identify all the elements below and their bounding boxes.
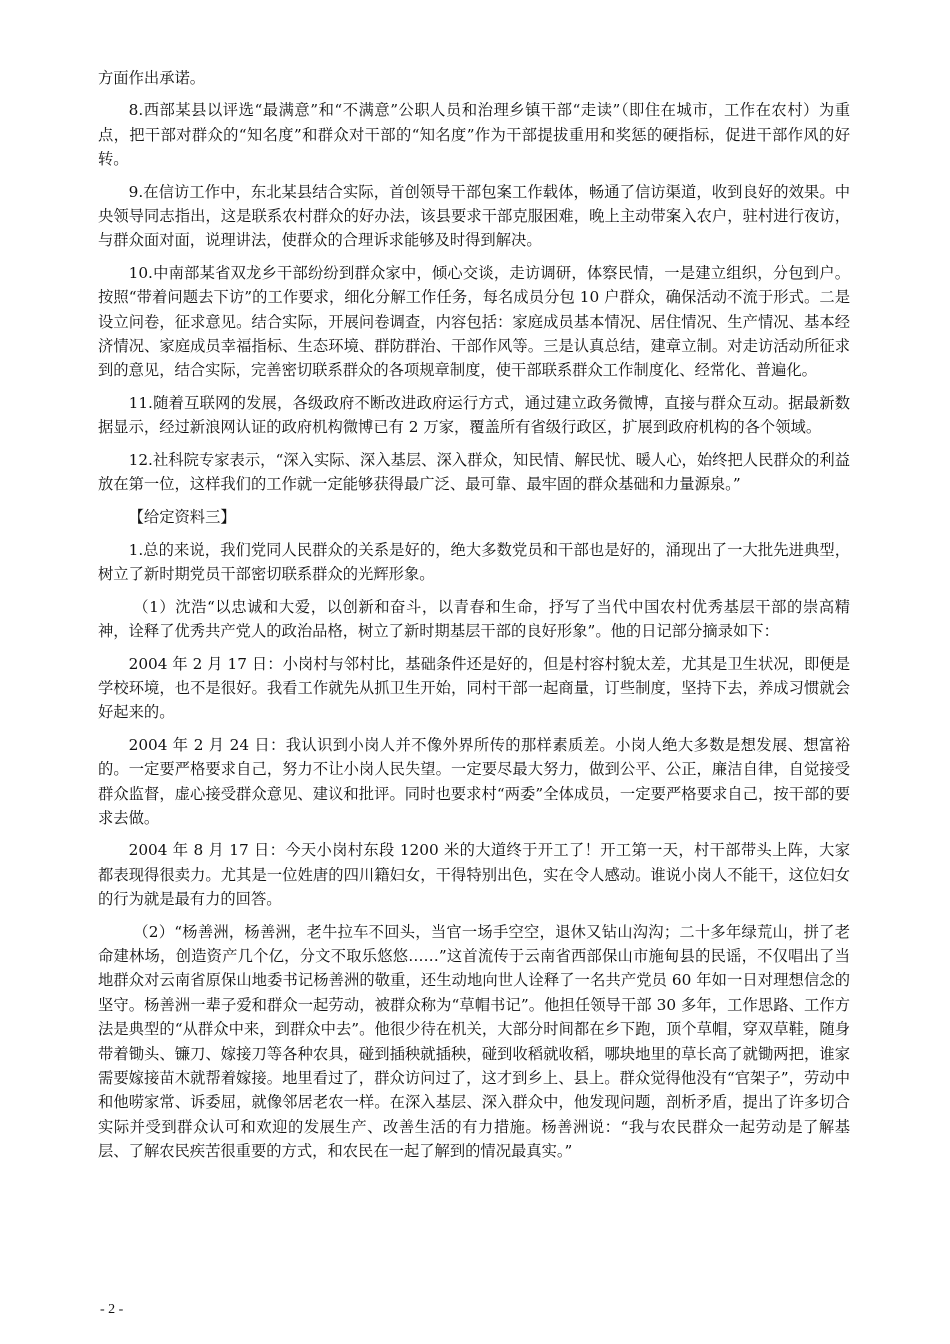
paragraph-item-8: 8.西部某县以评选“最满意”和“不满意”公职人员和治理乡镇干部“走读”（即住在城市，工作在农村）为重点，把干部对群众的“知名度”和群众对干部的“知名度”作为干部提拔重用和奖惩的硬指标，促进干部作风的好转。 (98, 101, 850, 169)
paragraph-shen-hao: （1）沈浩“以忠诚和大爱，以创新和奋斗，以青春和生命，抒写了当代中国农村优秀基层干部的崇高精神，诠释了优秀共产党人的政治品格，树立了新时期基层干部的良好形象”。他的日记部分摘录如下： (98, 597, 850, 641)
diary-entry-2004-08-17: 2004 年 8 月 17 日：今天小岗村东段 1200 米的大道终于开工了！开工第一天，村干部带头上阵，大家都表现得很卖力。尤其是一位姓唐的四川籍妇女，干得特别出色，实在令人感动。谁说小岗人不能干，这位妇女的行为就是最有力的回答。 (98, 841, 850, 909)
diary-entry-2004-02-24: 2004 年 2 月 24 日：我认识到小岗人并不像外界所传的那样素质差。小岗人绝大多数是想发展、想富裕的。一定要严格要求自己，努力不让小岗人民失望。一定要尽最大努力，做到公平、公正，廉洁自律，自觉接受群众监督，虚心接受群众意见、建议和批评。同时也要求村“两委”全体成员，一定要严格要求自己，按干部的要求去做。 (98, 735, 850, 827)
diary-entry-2004-02-17: 2004 年 2 月 17 日：小岗村与邻村比，基础条件还是好的，但是村容村貌太差，尤其是卫生状况，即便是学校环境，也不是很好。我看工作就先从抓卫生开始，同村干部一起商量，订些制度，坚持下去，养成习惯就会好起来的。 (98, 654, 850, 722)
paragraph-yang-shanzhou: （2）“杨善洲，杨善洲，老牛拉车不回头，当官一场手空空，退休又钻山沟沟；二十多年绿荒山，拼了老命建林场，创造资产几个亿，分文不取乐悠悠……”这首流传于云南省西部保山市施甸县的民谣，不仅唱出了当地群众对云南省原保山地委书记杨善洲的敬重，还生动地向世人诠释了一名共产党员 60 年如一日对理想信念的坚守。杨善洲一辈子爱和群众一起劳动，被群众称为“草帽书记”。他担任领导干部 30 多年，工作思路、工作方法是典型的“从群众中来，到群众中去”。他很少待在机关，大部分时间都在乡下跑，顶个草帽，穿双草鞋，随身带着锄头、镰刀、嫁接刀等各种农具，碰到插秧就插秧，碰到收稻就收稻，哪块地里的草长高了就锄两把，谁家需要嫁接苗木就帮着嫁接。地里看过了，群众访问过了，这才到乡上、县上。群众觉得他没有“官架子”，劳动中和他唠家常、诉委屈，就像邻居老农一样。在深入基层、深入群众中，他发现问题，剖析矛盾，提出了许多切合实际并受到群众认可和欢迎的发展生产、改善生活的有力措施。杨善洲说：“我与农民群众一起劳动是了解基层、了解农民疾苦很重要的方式，和农民在一起了解到的情况最真实。” (98, 922, 850, 1161)
page-number: - 2 - (100, 1302, 124, 1317)
paragraph-item-12: 12.社科院专家表示，“深入实际、深入基层、深入群众，知民情、解民忧、暖人心，始终把人民群众的利益放在第一位，这样我们的工作就一定能够获得最广泛、最可靠、最牢固的群众基础和力量源泉。” (98, 450, 850, 494)
paragraph-item-10: 10.中南部某省双龙乡干部纷纷到群众家中，倾心交谈，走访调研，体察民情，一是建立组织，分包到户。按照“带着问题去下访”的工作要求，细化分解工作任务，每名成员分包 10 户群众，确保活动不流于形式。二是设立问卷，征求意见。结合实际，开展问卷调查，内容包括：家庭成员基本情况、居住情况、生产情况、基本经济情况、家庭成员幸福指标、生态环境、群防群治、干部作风等。三是认真总结，建章立制。对走访活动所征求到的意见，结合实际，完善密切联系群众的各项规章制度，使干部联系群众工作制度化、经常化、普遍化。 (98, 263, 850, 380)
section-heading-material-3: 【给定资料三】 (128, 507, 236, 526)
document-page (98, 66, 850, 1172)
paragraph-item-11: 11.随着互联网的发展，各级政府不断改进政府运行方式，通过建立政务微博，直接与群众互动。据最新数据显示，经过新浪网认证的政府机构微博已有 2 万家，覆盖所有省级行政区，扩展到政府机构的各个领域。 (98, 393, 850, 437)
paragraph-material-3-item-1: 1.总的来说，我们党同人民群众的关系是好的，绝大多数党员和干部也是好的，涌现出了一大批先进典型，树立了新时期党员干部密切联系群众的光辉形象。 (98, 540, 850, 584)
paragraph-continuation: 方面作出承诺。 (98, 69, 206, 87)
paragraph-item-9: 9.在信访工作中，东北某县结合实际，首创领导干部包案工作载体，畅通了信访渠道，收到良好的效果。中央领导同志指出，这是联系农村群众的好办法，该县要求干部克服困难，晚上主动带案入农户，驻村进行夜访，与群众面对面，说理讲法，使群众的合理诉求能够及时得到解决。 (98, 182, 850, 250)
